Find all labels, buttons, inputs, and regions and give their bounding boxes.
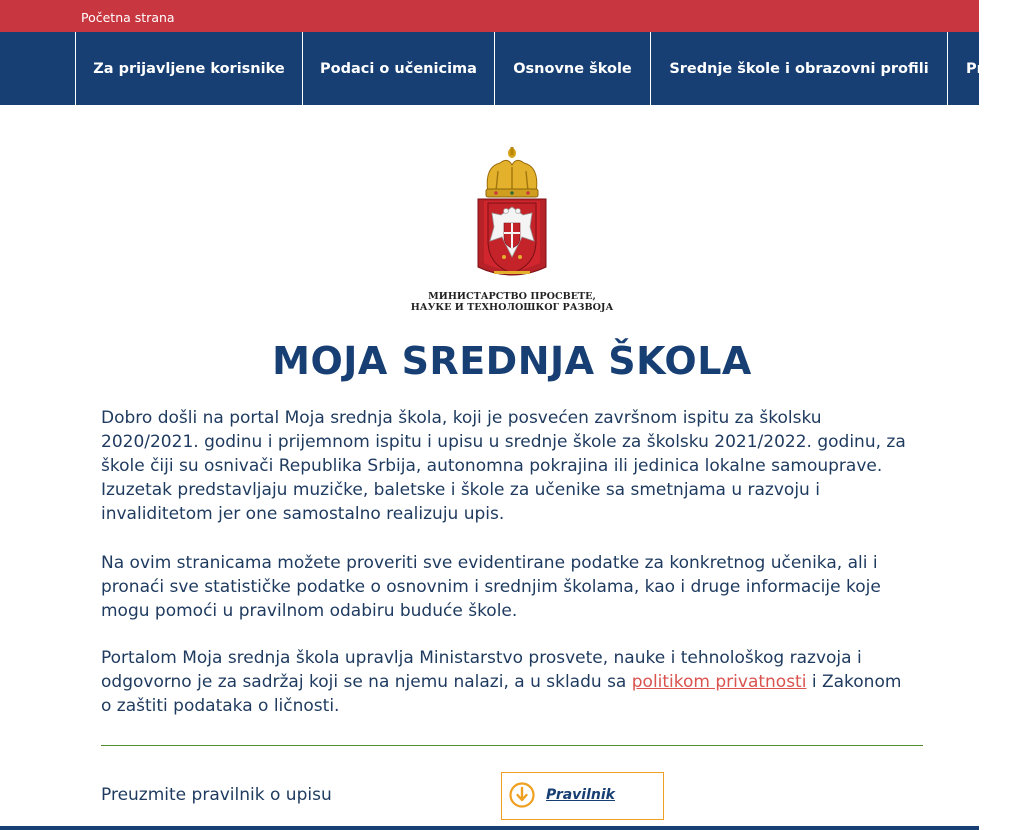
ministry-name bbox=[400, 291, 624, 313]
download-regulation-box[interactable] bbox=[501, 772, 664, 820]
footer-strip bbox=[0, 826, 979, 830]
top-bar bbox=[0, 0, 979, 32]
ministry-line-2: НАУКЕ И ТЕХНОЛОШКОГ РАЗВОЈА bbox=[410, 302, 614, 313]
ownership-text-end: i Zakonom o zaštiti podataka o ličnosti. bbox=[101, 672, 902, 716]
page-title: MOJA SREDNJA ŠKOLA bbox=[272, 339, 752, 383]
regulation-link[interactable]: Pravilnik bbox=[546, 787, 615, 803]
nav-item-primary-schools[interactable]: Osnovne škole bbox=[494, 32, 650, 105]
coat-of-arms-logo bbox=[474, 145, 550, 285]
download-icon bbox=[509, 782, 535, 808]
privacy-policy-link[interactable]: politikom privatnosti bbox=[631, 672, 807, 692]
nav-item-student-data[interactable]: Podaci o učenicima bbox=[302, 32, 494, 105]
ministry-line-1: МИНИСТАРСТВО ПРОСВЕТЕ, bbox=[428, 291, 596, 302]
ownership-paragraph bbox=[101, 646, 911, 718]
home-link[interactable]: Početna strana bbox=[81, 10, 175, 25]
main-navigation bbox=[0, 32, 984, 105]
download-regulation-label: Preuzmite pravilnik o upisu bbox=[101, 785, 332, 805]
nav-item-truncated[interactable]: Pr bbox=[947, 32, 1026, 105]
ownership-text-start: Portalom Moja srednja škola upravlja Ministarstvo prosvete, nauke i tehnološkog razvoja i odgovorno je za sadržaj koji se na njemu nalazi, a u skladu sa bbox=[101, 648, 862, 692]
nav-item-secondary-schools[interactable]: Srednje škole i obrazovni profili bbox=[650, 32, 947, 105]
info-paragraph: Na ovim stranicama možete proveriti sve evidentirane podatke za konkretnog učenika, ali i pronaći sve statističke podatke o osnovnim i srednjim školama, kao i druge informacije koje mogu pomoći u pravilnom odabiru buduće škole. bbox=[101, 553, 881, 621]
section-divider bbox=[101, 745, 923, 746]
nav-item-registered-users[interactable]: Za prijavljene korisnike bbox=[75, 32, 302, 105]
intro-paragraph: Dobro došli na portal Moja srednja škola, koji je posvećen završnom ispitu za školsku 2020/2021. godinu i prijemnom ispitu i upisu u srednje škole za školsku 2021/2022. godinu, za škole čiji su osnivači Republika Srbija, autonomna pokrajina ili jedinica lokalne samouprave. Izuzetak predstavljaju muzičke, baletske i škole za učenike sa smetnjama u razvoju i invaliditetom jer one samostalno realizuju upis. bbox=[101, 408, 906, 524]
